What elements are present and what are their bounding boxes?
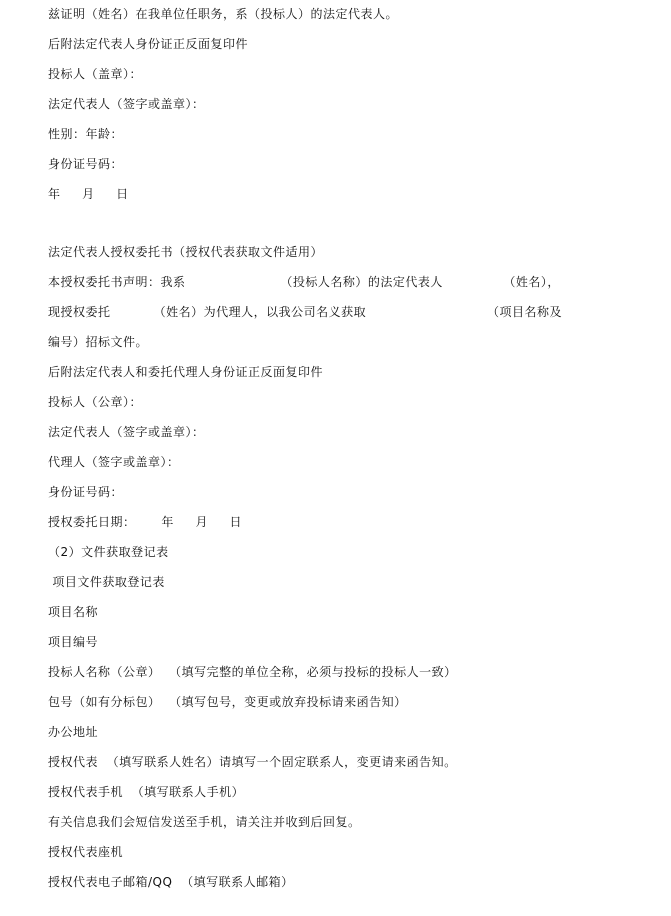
form-row: 投标人名称（公章） （填写完整的单位全称，必须与投标的投标人一致） [48,665,457,679]
section-title: （2）文件获取登记表 [48,545,169,559]
doc-line: 本授权委托书声明：我系 （投标人名称）的法定代表人 （姓名）， [48,275,560,289]
form-row: 项目编号 [48,635,99,649]
doc-line: 兹证明（姓名）在我单位任职务，系（投标人）的法定代表人。 [48,7,399,21]
doc-line: 法定代表人（签字或盖章）： [48,425,205,439]
form-row: 包号（如有分标包） （填写包号，变更或放弃投标请来函告知） [48,695,407,709]
form-row: 项目名称 [48,605,99,619]
doc-line: 编号）招标文件。 [48,335,149,349]
date-line: 年 月 日 [48,187,129,201]
doc-line: 身份证号码： [48,485,124,499]
form-row: 授权代表 （填写联系人姓名）请填写一个固定联系人，变更请来函告知。 [48,755,457,769]
date-line: 授权委托日期： 年 月 日 [48,515,243,529]
form-row: 授权代表电子邮箱/QQ （填写联系人邮箱） [48,875,294,889]
form-row: 授权代表座机 [48,845,124,859]
doc-line: 投标人（盖章）： [48,67,143,81]
section-title: 法定代表人授权委托书（授权代表获取文件适用） [48,245,324,259]
doc-line: 现授权委托 （姓名）为代理人，以我公司名义获取 （项目名称及 [48,305,562,319]
doc-line: 后附法定代表人身份证正反面复印件 [48,37,249,51]
doc-line: 后附法定代表人和委托代理人身份证正反面复印件 [48,365,324,379]
doc-line: 身份证号码： [48,157,124,171]
form-title: 项目文件获取登记表 [48,575,165,589]
form-row: 授权代表手机 （填写联系人手机） [48,785,245,799]
form-row: 有关信息我们会短信发送至手机，请关注并收到后回复。 [48,815,361,829]
doc-line: 法定代表人（签字或盖章）： [48,97,205,111]
doc-line: 代理人（签字或盖章）： [48,455,180,469]
doc-line: 性别：年龄： [48,127,124,141]
doc-line: 投标人（公章）： [48,395,143,409]
form-row: 办公地址 [48,725,99,739]
